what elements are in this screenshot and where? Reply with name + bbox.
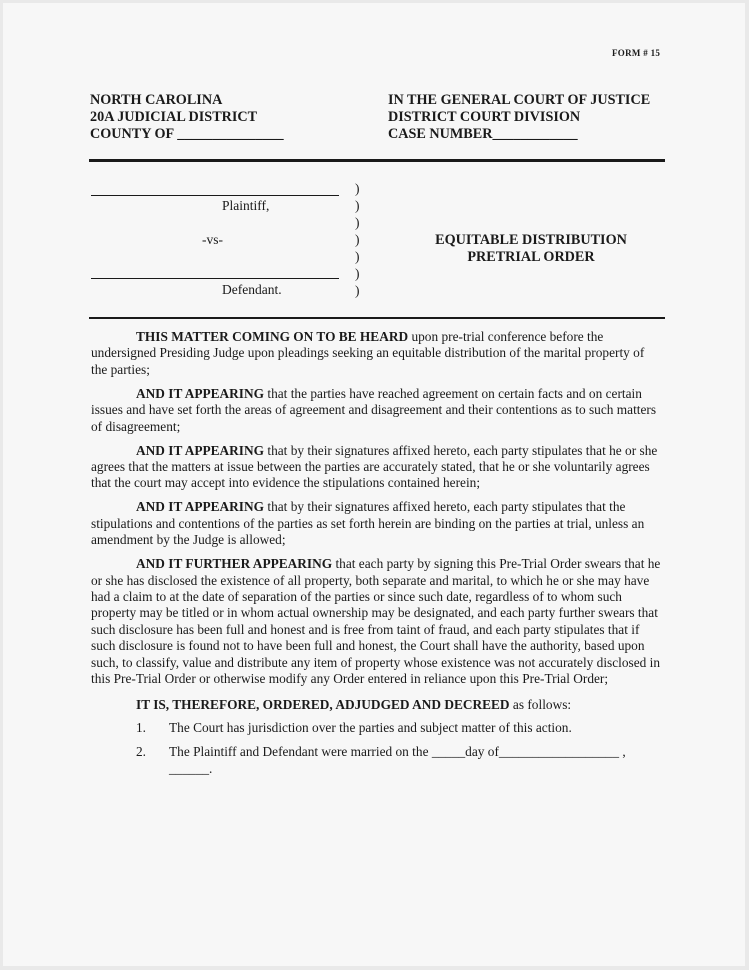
caption-paren: ) — [355, 232, 360, 247]
item-text: The Plaintiff and Defendant were married on the _____day of__________________ , ______. — [169, 744, 626, 776]
ordered-text: as follows: — [509, 696, 572, 712]
paragraph-text: that by their signatures affixed hereto, each party stipulates that he or she agrees that the matters at issue between the parties are accurately stated, that he or she voluntarily agrees that the court may accept into evidence the stipulations contained herein; — [91, 442, 658, 491]
case-number-line: CASE NUMBER____________ — [388, 126, 578, 142]
division-line: DISTRICT COURT DIVISION — [388, 109, 581, 125]
state-line: NORTH CAROLINA — [90, 92, 223, 108]
paragraph-lead: AND IT APPEARING — [136, 442, 265, 458]
caption-divider — [89, 317, 665, 319]
district-line: 20A JUDICIAL DISTRICT — [90, 109, 258, 125]
defendant-name-line — [91, 278, 339, 279]
paragraph-text: that the parties have reached agreement on certain facts and on certain issues and have set forth the areas of agreement and disagreement and their contentions as to such matters of disagreement; — [91, 385, 657, 434]
paragraph-lead: AND IT APPEARING — [136, 499, 265, 515]
form-number: FORM # 15 — [612, 48, 661, 58]
court-line: IN THE GENERAL COURT OF JUSTICE — [388, 92, 651, 108]
paragraph-lead: AND IT FURTHER APPEARING — [136, 556, 333, 572]
item-number: 2. — [136, 744, 147, 760]
caption-paren: ) — [355, 215, 360, 230]
paragraph-text: that each party by signing this Pre-Trial Order swears that he or she has disclosed the existence of all property, both separate and marital, to which he or she may have had a claim to at the date of separation of the parties or since such date, regardless of to whom such property may be titled or in whom actual ownership may be designated, and each party further swears that such disclosure has been full and honest and is free from taint of fraud, and each party stipulates that if such disclosure is found not to have been full and honest, the Court shall have the authority, based upon such, to classify, value and distribute any item of property whose existence was not accurately disclosed in this Pre-Trial Order or otherwise modify any Order entered in reliance upon this Pre-Trial Order; — [91, 556, 661, 687]
paragraph-lead: THIS MATTER COMING ON TO BE HEARD — [136, 329, 409, 344]
header-right — [388, 92, 650, 143]
order-title — [403, 232, 659, 266]
caption-paren: ) — [355, 198, 360, 213]
paragraph-text: that by their signatures affixed hereto, each party stipulates that the stipulations and contentions of the parties as set forth herein are binding on the parties at trial, unless an amendment by the Judge is allowed; — [91, 499, 645, 548]
order-body — [91, 329, 663, 785]
paragraph-appearing-binding — [91, 499, 663, 548]
document-page — [3, 3, 745, 966]
ordered-decreed-heading — [91, 697, 663, 713]
title-line-1: EQUITABLE DISTRIBUTION — [435, 232, 627, 248]
ordered-lead: IT IS, THEREFORE, ORDERED, ADJUDGED AND DECREED — [136, 696, 510, 712]
order-item-2 — [91, 744, 663, 777]
plaintiff-name-line — [91, 195, 339, 196]
order-item-1 — [91, 720, 663, 736]
paragraph-further-appearing — [91, 556, 663, 687]
paragraph-text: upon pre-trial conference before the undersigned Presiding Judge upon pleadings seeking an equitable distribution of the marital property of the parties; — [91, 329, 645, 377]
county-line: COUNTY OF _______________ — [90, 126, 284, 142]
header-left — [90, 92, 284, 143]
paragraph-appearing-agreement — [91, 386, 663, 435]
plaintiff-label: Plaintiff, — [222, 198, 270, 213]
caption-paren: ) — [355, 181, 360, 196]
item-number: 1. — [136, 719, 147, 735]
caption-paren: ) — [355, 249, 360, 264]
item-text: The Court has jurisdiction over the parties and subject matter of this action. — [169, 719, 572, 735]
versus-label: -vs- — [202, 232, 223, 247]
defendant-label: Defendant. — [222, 282, 282, 297]
caption-paren: ) — [355, 283, 360, 298]
paragraph-matter-heard — [91, 329, 663, 378]
header-divider — [89, 159, 665, 162]
paragraph-appearing-issues — [91, 443, 663, 492]
title-line-2: PRETRIAL ORDER — [467, 249, 595, 265]
paragraph-lead: AND IT APPEARING — [136, 385, 265, 401]
caption-paren: ) — [355, 266, 360, 281]
